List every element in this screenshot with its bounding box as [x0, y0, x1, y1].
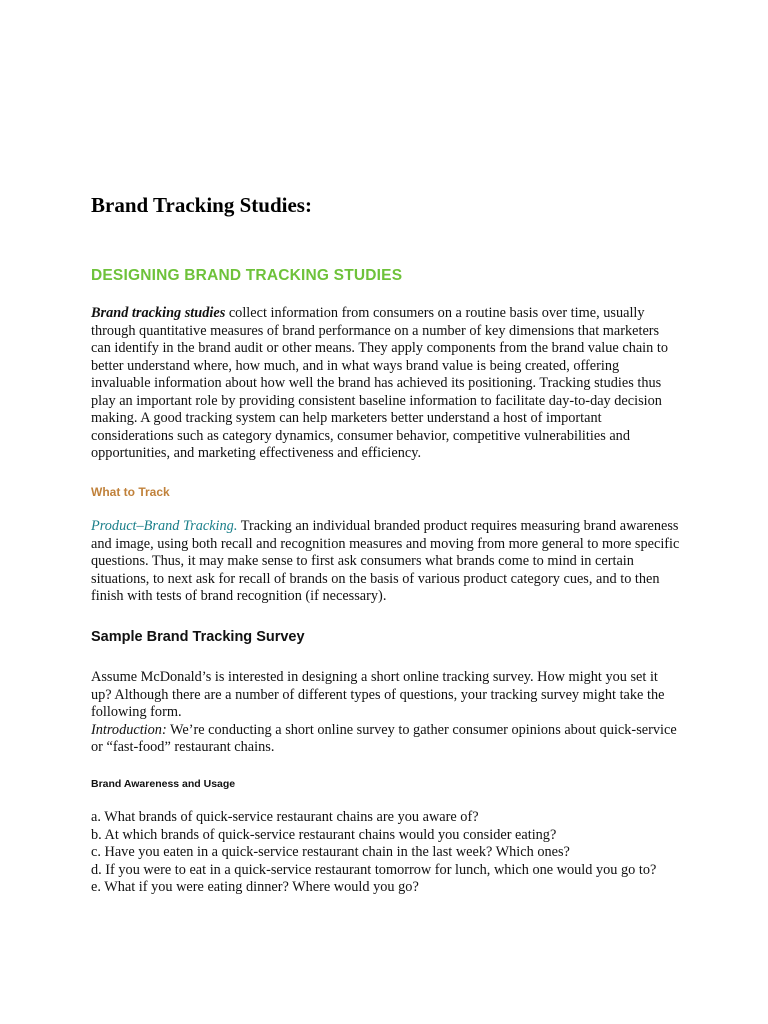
product-tracking-lead-term: Product–Brand Tracking.: [91, 518, 238, 534]
survey-intro-text: Assume McDonald’s is interested in designing a short online tracking survey. How might you set it up? Although there are a number of different types of questions, your tracking survey might take the following form.: [91, 669, 665, 720]
survey-heading: Sample Brand Tracking Survey: [91, 629, 305, 645]
awareness-usage-heading: Brand Awareness and Usage: [91, 778, 236, 790]
introduction-label: Introduction:: [91, 721, 167, 738]
intro-body-text: collect information from consumers on a routine basis over time, usually through quantitative measures of brand performance on a number of key dimensions that marketers can identify in the brand audit or other means. They apply components from the brand value chain to better understand where, how much, and in what ways brand value is being created, offering invaluable information about how well the brand has achieved its positioning. Tracking studies thus play an important role by providing consistent baseline information to facilitate day-to-day decision making. A good tracking system can help marketers better understand a host of important considerations such as category dynamics, consumer behavior, competitive vulnerabilities and opportunities, and marketing effectiveness and efficiency.: [91, 305, 668, 461]
list-item: a. What brands of quick-service restaurant chains are you aware of?: [91, 809, 479, 825]
list-item: c. Have you eaten in a quick-service restaurant chain in the last week? Which ones?: [91, 844, 570, 860]
list-item: e. What if you were eating dinner? Where would you go?: [91, 879, 419, 895]
product-tracking-paragraph: [91, 518, 681, 606]
intro-paragraph: [91, 305, 681, 463]
survey-intro-paragraph: [91, 669, 681, 757]
product-tracking-body-text: Tracking an individual branded product requires measuring brand awareness and image, using both recall and recognition measures and moving from more general to more specific questions. Thus, it may make sense to first ask consumers what brands come to mind in certain situations, to next ask for recall of brands on the basis of various product category cues, and to then finish with tests of brand recognition (if necessary).: [91, 518, 680, 604]
survey-question-list: [91, 809, 681, 897]
what-to-track-heading: What to Track: [91, 485, 170, 499]
section-heading: DESIGNING BRAND TRACKING STUDIES: [91, 267, 403, 284]
introduction-text: We’re conducting a short online survey to gather consumer opinions about quick-service or “fast-food” restaurant chains.: [91, 721, 677, 755]
intro-lead-term: Brand tracking studies: [91, 305, 226, 321]
page-title: Brand Tracking Studies:: [91, 193, 312, 217]
list-item: d. If you were to eat in a quick-service restaurant tomorrow for lunch, which one would you go to?: [91, 861, 657, 878]
list-item: b. At which brands of quick-service restaurant chains would you consider eating?: [91, 826, 557, 843]
